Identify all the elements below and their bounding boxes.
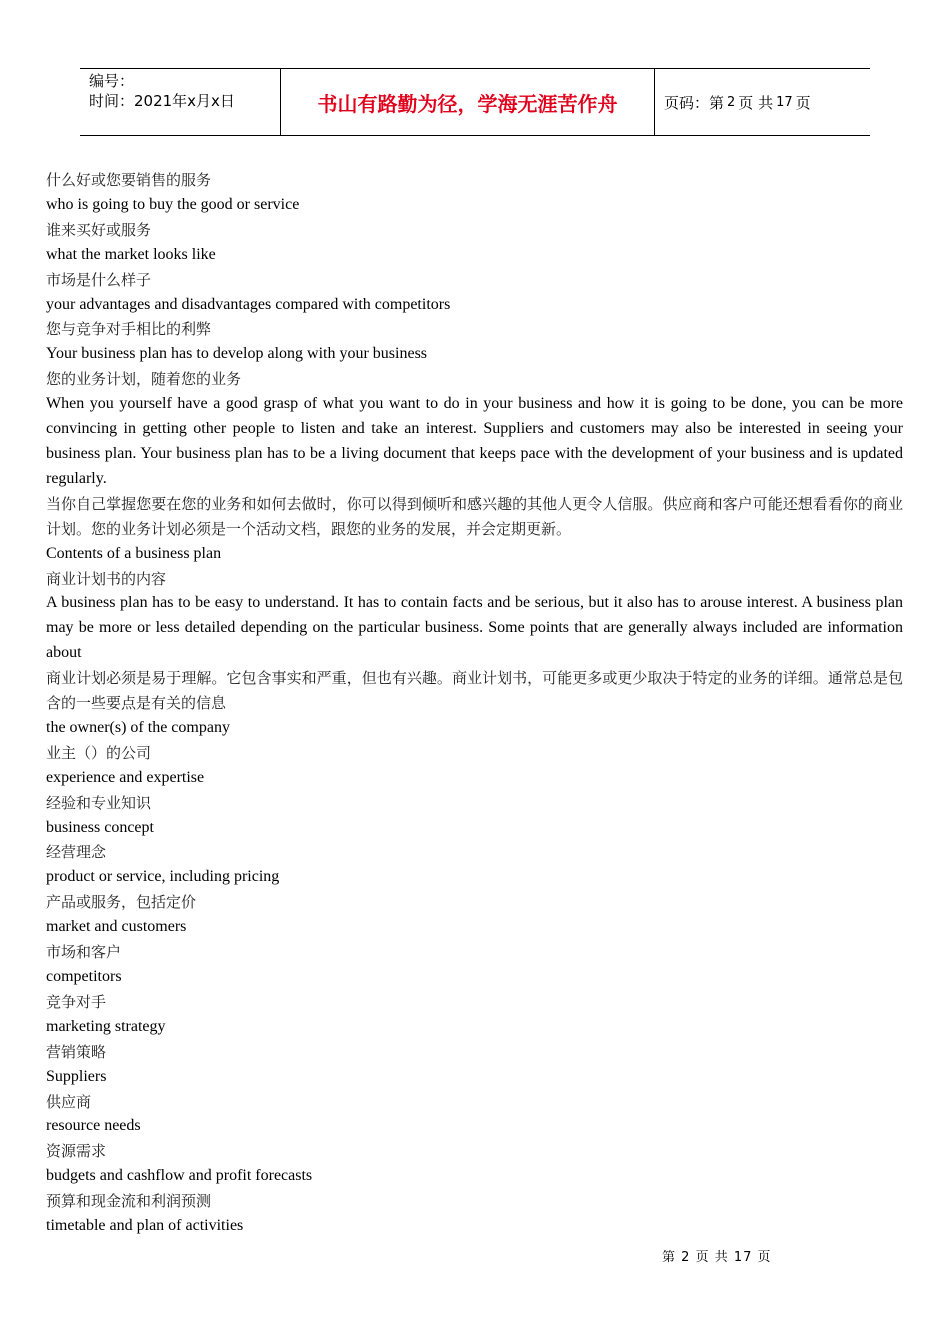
- paragraph-en: When you yourself have a good grasp of what you want to do in your business and how it is going to be done, you can be more convincing in getting other people to listen and take an interest. Suppliers and customers may also be interested in seeing your business plan. Your business plan has to be a living document that keeps pace with the development of your business and is updated regularly.: [46, 395, 903, 487]
- list-item: Suppliers: [46, 1067, 107, 1085]
- list-item: business concept: [46, 818, 154, 836]
- page-header: [80, 68, 870, 136]
- text-line: 市场是什么样子: [46, 270, 152, 289]
- list-item: marketing strategy: [46, 1017, 166, 1035]
- header-page-info: [655, 69, 870, 135]
- list-item: product or service, including pricing: [46, 868, 280, 886]
- text-line: 您的业务计划，随着您的业务: [46, 370, 242, 389]
- list-item: 营销策略: [46, 1042, 107, 1061]
- list-item: market and customers: [46, 918, 187, 936]
- list-item: competitors: [46, 968, 122, 985]
- list-item: the owner(s) of the company: [46, 718, 230, 736]
- section-heading-en: Contents of a business plan: [46, 544, 222, 562]
- list-item: 业主（）的公司: [46, 743, 152, 762]
- list-item: resource needs: [46, 1117, 141, 1135]
- section-heading-zh: 商业计划书的内容: [46, 569, 167, 588]
- footer-suffix: 页: [757, 1250, 772, 1265]
- list-item: 市场和客户: [46, 943, 122, 962]
- page-mid: 页 共: [738, 93, 774, 112]
- text-line: Your business plan has to develop along with your business: [46, 345, 428, 363]
- paragraph-zh: 当你自己掌握您要在您的业务和如何去做时，你可以得到倾听和感兴趣的其他人更令人信服。供应商和客户可能还想看看你的商业计划。您的业务计划必须是一个活动文档，跟您的业务的发展，并会定期更新。: [46, 494, 903, 538]
- document-body: [46, 168, 903, 1239]
- footer-prefix: 第: [662, 1250, 677, 1265]
- list-item: experience and expertise: [46, 768, 205, 786]
- text-line: 什么好或您要销售的服务: [46, 171, 212, 189]
- page-current: 2: [727, 94, 736, 110]
- page-footer: [662, 1246, 772, 1265]
- list-item: 资源需求: [46, 1142, 107, 1161]
- header-motto: 书山有路勤为径，学海无涯苦作舟: [281, 69, 655, 135]
- text-line: 谁来买好或服务: [46, 220, 152, 239]
- text-line: your advantages and disadvantages compared with competitors: [46, 295, 451, 313]
- text-line: 您与竞争对手相比的利弊: [46, 320, 212, 339]
- text-line: what the market looks like: [46, 245, 216, 263]
- page-prefix: 页码：第: [664, 93, 725, 112]
- list-item: timetable and plan of activities: [46, 1217, 244, 1235]
- footer-current: 2: [681, 1250, 691, 1265]
- list-item: 供应商: [46, 1092, 92, 1111]
- time-label: 时间：2021年x月x日: [89, 92, 235, 110]
- paragraph-en: A business plan has to be easy to understand. It has to contain facts and be serious, but it also has to arouse interest. A business plan may be more or less detailed depending on the particular business. Some points that are generally always included are information about: [46, 594, 903, 662]
- list-item: 预算和现金流和利润预测: [46, 1192, 212, 1211]
- number-label: 编号：: [89, 72, 135, 90]
- list-item: 经营理念: [46, 843, 107, 862]
- footer-mid: 页 共: [695, 1250, 729, 1265]
- footer-total: 17: [733, 1250, 753, 1265]
- list-item: 产品或服务，包括定价: [46, 893, 197, 912]
- list-item: 经验和专业知识: [46, 793, 152, 812]
- text-line: who is going to buy the good or service: [46, 195, 300, 213]
- list-item: 竞争对手: [46, 992, 107, 1011]
- header-meta: [80, 69, 281, 135]
- paragraph-zh: 商业计划必须是易于理解。它包含事实和严重，但也有兴趣。商业计划书，可能更多或更少取决于特定的业务的详细。通常总是包含的一些要点是有关的信息: [46, 669, 903, 713]
- page-suffix: 页: [795, 93, 811, 112]
- page-total: 17: [776, 94, 793, 110]
- list-item: budgets and cashflow and profit forecasts: [46, 1167, 313, 1185]
